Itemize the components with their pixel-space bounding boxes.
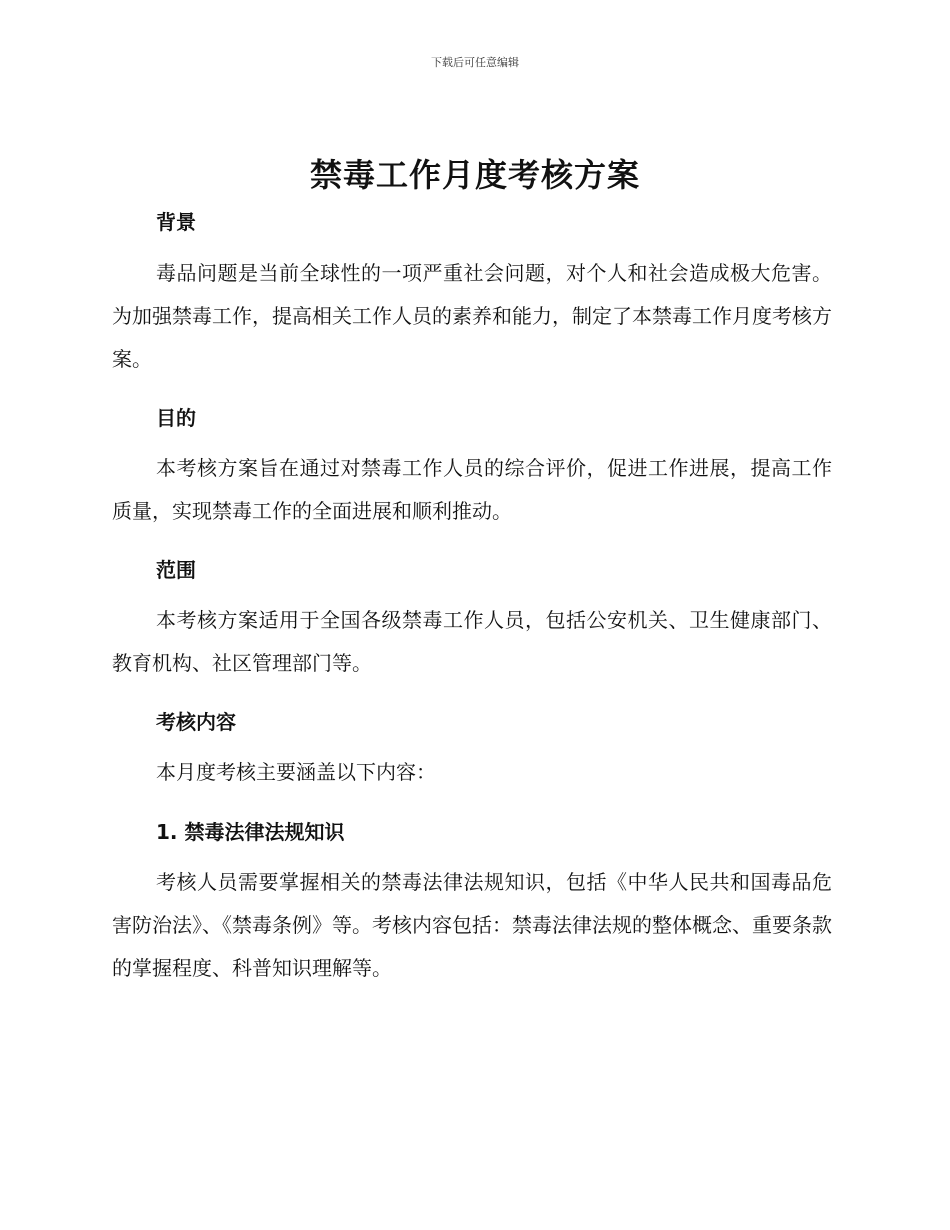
document-title: 禁毒工作月度考核方案 — [309, 156, 640, 194]
section-heading-background: 背景 — [156, 210, 196, 234]
section-heading-scope: 范围 — [156, 558, 196, 582]
section-paragraph-background: 毒品问题是当前全球性的一项严重社会问题，对个人和社会造成极大危害。为加强禁毒工作，提高相关工作人员的素养和能力，制定了本禁毒工作月度考核方案。 — [112, 261, 832, 371]
section-heading-purpose: 目的 — [156, 406, 196, 430]
section-paragraph-purpose: 本考核方案旨在通过对禁毒工作人员的综合评价，促进工作进展，提高工作质量，实现禁毒工作的全面进展和顺利推动。 — [112, 456, 832, 523]
section-paragraph-scope: 本考核方案适用于全国各级禁毒工作人员，包括公安机关、卫生健康部门、教育机构、社区管理部门等。 — [112, 608, 832, 675]
section-paragraph-content: 本月度考核主要涵盖以下内容： — [156, 760, 436, 784]
section-heading-content: 考核内容 — [156, 710, 236, 734]
header-note: 下载后可任意编辑 — [431, 56, 519, 69]
section-paragraph-law-knowledge: 考核人员需要掌握相关的禁毒法律法规知识，包括《中华人民共和国毒品危害防治法》、《禁毒条例》等。考核内容包括：禁毒法律法规的整体概念、重要条款的掌握程度、科普知识理解等。 — [112, 870, 832, 980]
section-heading-law-knowledge: 1. 禁毒法律法规知识 — [156, 820, 345, 844]
